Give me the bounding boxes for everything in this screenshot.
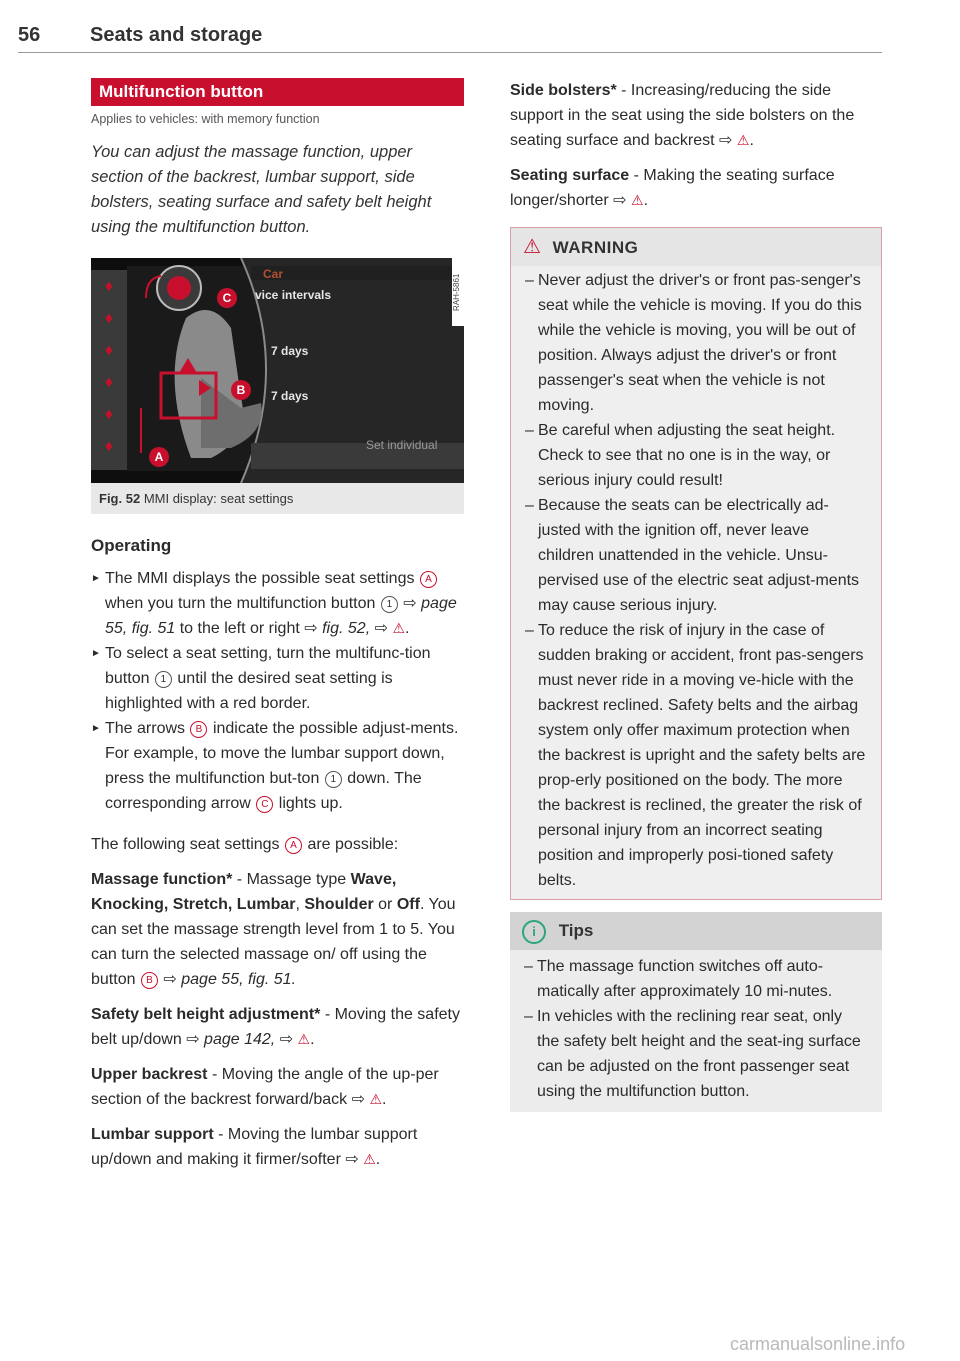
marker-b-icon: B [141,972,158,989]
right-column [510,78,882,1112]
seat-setting-icon: ♦ [104,406,114,423]
figure-caption [91,483,464,514]
massage-function: Massage function* - Massage type Wave, Knocking, Stretch, Lumbar, Shoulder or Off. You can set the massage strength level from 1 to 5. You can turn the selected massage on/ off using the button B ⇨ page 55, fig. 51. [91,871,456,988]
seat-setting-icon: ♦ [104,278,114,295]
caption-text: MMI display: seat settings [143,491,294,506]
screen-title: Car [263,267,284,281]
operating-heading: Operating [91,536,172,555]
warning-title: WARNING [552,238,639,257]
warning-triangle-icon: ⚠ [369,1091,382,1107]
marker-a-icon: A [285,837,302,854]
marker-1-icon: 1 [325,771,342,788]
ref-arrow-icon: ⇨ [351,1091,365,1108]
marker-1-icon: 1 [381,596,398,613]
ref-arrow-icon: ⇨ [613,192,627,209]
ref-arrow-icon: ⇨ [374,620,388,637]
page-number: 56 [18,24,41,46]
page-ref-link[interactable]: page 55, fig. 51 [105,595,457,637]
mmi-display-image [91,258,464,483]
warning-triangle-icon: ⚠ [523,236,542,258]
warning-header [511,228,881,266]
marker-a-icon: A [420,571,437,588]
ref-arrow-icon: ⇨ [279,1031,294,1048]
tips-item: – The massage function switches off auto-matically after approximately 10 mi-nutes. [524,958,833,1000]
ref-arrow-icon: ⇨ [719,132,733,149]
step: ► To select a seat setting, turn the multifunc-tion button 1 until the desired seat setting is highlighted with a red border. [91,641,464,716]
page-ref-link[interactable]: page 142, [204,1031,276,1048]
ref-arrow-icon: ⇨ [345,1151,359,1168]
warning-item: – Never adjust the driver's or front pas-senger's seat while the vehicle is moving. If you do this while the vehicle is moving, you will be out of position. Always adjust the driver's or front passenger's seat when the vehicle is not moving. [525,272,862,414]
ref-arrow-icon: ⇨ [163,971,177,988]
step-arrow-icon: ► [91,648,101,659]
screen-line: vice intervals [255,288,332,302]
warning-body [511,266,881,899]
warning-item: – To reduce the risk of injury in the case of sudden braking or accident, front pas-sengers must never ride in a moving ve-hicle with the backrest reclined. Safety belts and the airbag system only offer maximum protection when the backrest is upright and the safety belts are prop-erly positioned on the body. The more the backrest is reclined, the greater the risk of personal injury from an incorrect seating position and improperly posi-tioned safety belts. [525,622,866,889]
screen-line: 7 days [271,389,309,403]
warning-item: – Be careful when adjusting the seat height. Check to see that no one is in the way, or serious injury could result! [525,422,836,489]
ref-arrow-icon: ⇨ [186,1031,200,1048]
marker-c: C [217,288,237,308]
ref-arrow-icon: ⇨ [304,620,318,637]
tips-header [510,912,882,950]
info-icon: i [522,920,546,944]
screen-line: 7 days [271,344,309,358]
section-title: Multifunction button [91,78,464,106]
marker-c-icon: C [256,796,273,813]
seat-setting-icon: ♦ [104,342,114,359]
step-arrow-icon: ► [91,723,101,734]
marker-a: A [149,447,169,467]
tips-box [510,912,882,1112]
warning-triangle-icon: ⚠ [297,1031,311,1047]
possible-settings: The following seat settings A are possible: [91,836,399,853]
watermark: carmanualsonline.info [730,1334,906,1354]
marker-b: B [231,380,251,400]
tips-title: Tips [558,921,594,940]
seat-setting-icon: ♦ [104,310,114,327]
caption-label: Fig. 52 [99,491,141,506]
warning-triangle-icon: ⚠ [631,192,644,208]
operating-steps [91,566,464,816]
seat-setting-icon: ♦ [104,438,114,455]
seat-settings-sidebar [91,270,127,470]
section-header: Seats and storage [90,24,263,46]
safety-belt-adjustment: Safety belt height adjustment* - Moving the safety belt up/down ⇨ page 142, ⇨ ⚠. [91,1006,460,1048]
figure-52 [91,258,464,514]
warning-triangle-icon: ⚠ [363,1151,376,1167]
screen-line: Set individual [366,438,438,452]
ref-arrow-icon: ⇨ [403,595,417,612]
fig-ref-link[interactable]: fig. 52, [322,620,371,637]
marker-b-icon: B [190,721,207,738]
warning-item: – Because the seats can be electrically ad-justed with the ignition off, never leave children unattended in the vehicle. Unsu-pervised use of the electric seat adjust-ments may cause serious injury. [525,497,860,614]
upper-backrest: Upper backrest - Moving the angle of the up-per section of the backrest forward/back ⇨ ⚠. [91,1066,439,1108]
applies-to: Applies to vehicles: with memory function [91,112,320,126]
side-bolsters: Side bolsters* - Increasing/reducing the side support in the seat using the side bolsters on the seating surface and backrest ⇨ ⚠. [510,82,855,149]
lumbar-support: Lumbar support - Moving the lumbar support up/down and making it firmer/softer ⇨ ⚠. [91,1126,418,1168]
intro-text: You can adjust the massage function, upper section of the backrest, lumbar support, side bolsters, seating surface and safety belt height using the multifunction button. [91,143,432,236]
seating-surface: Seating surface - Making the seating surface longer/shorter ⇨ ⚠. [510,167,835,209]
step: ► The MMI displays the possible seat settings A when you turn the multifunction button 1 ⇨ page 55, fig. 51 to the left or right ⇨ fig. 52, ⇨ ⚠. [91,566,464,641]
warning-triangle-icon: ⚠ [736,132,750,148]
page-ref-link[interactable]: page 55, fig. 51. [181,971,297,988]
warning-triangle-icon: ⚠ [392,620,406,636]
figure-code: RAH-5861 [452,258,464,326]
tips-item: – In vehicles with the reclining rear seat, only the safety belt height and the seat-ing surface can be adjusted on the front passenger seat using the multifunction button. [524,1008,861,1100]
left-column [91,78,464,1172]
tips-body [510,950,882,1112]
page-header [18,24,882,53]
warning-box [510,227,882,900]
step-arrow-icon: ► [91,573,101,584]
marker-1-icon: 1 [155,671,172,688]
seat-setting-icon: ♦ [104,374,114,391]
step: ► The arrows B indicate the possible adjust-ments. For example, to move the lumbar support down, press the multifunction but-ton 1 down. The corresponding arrow C lights up. [91,716,464,816]
